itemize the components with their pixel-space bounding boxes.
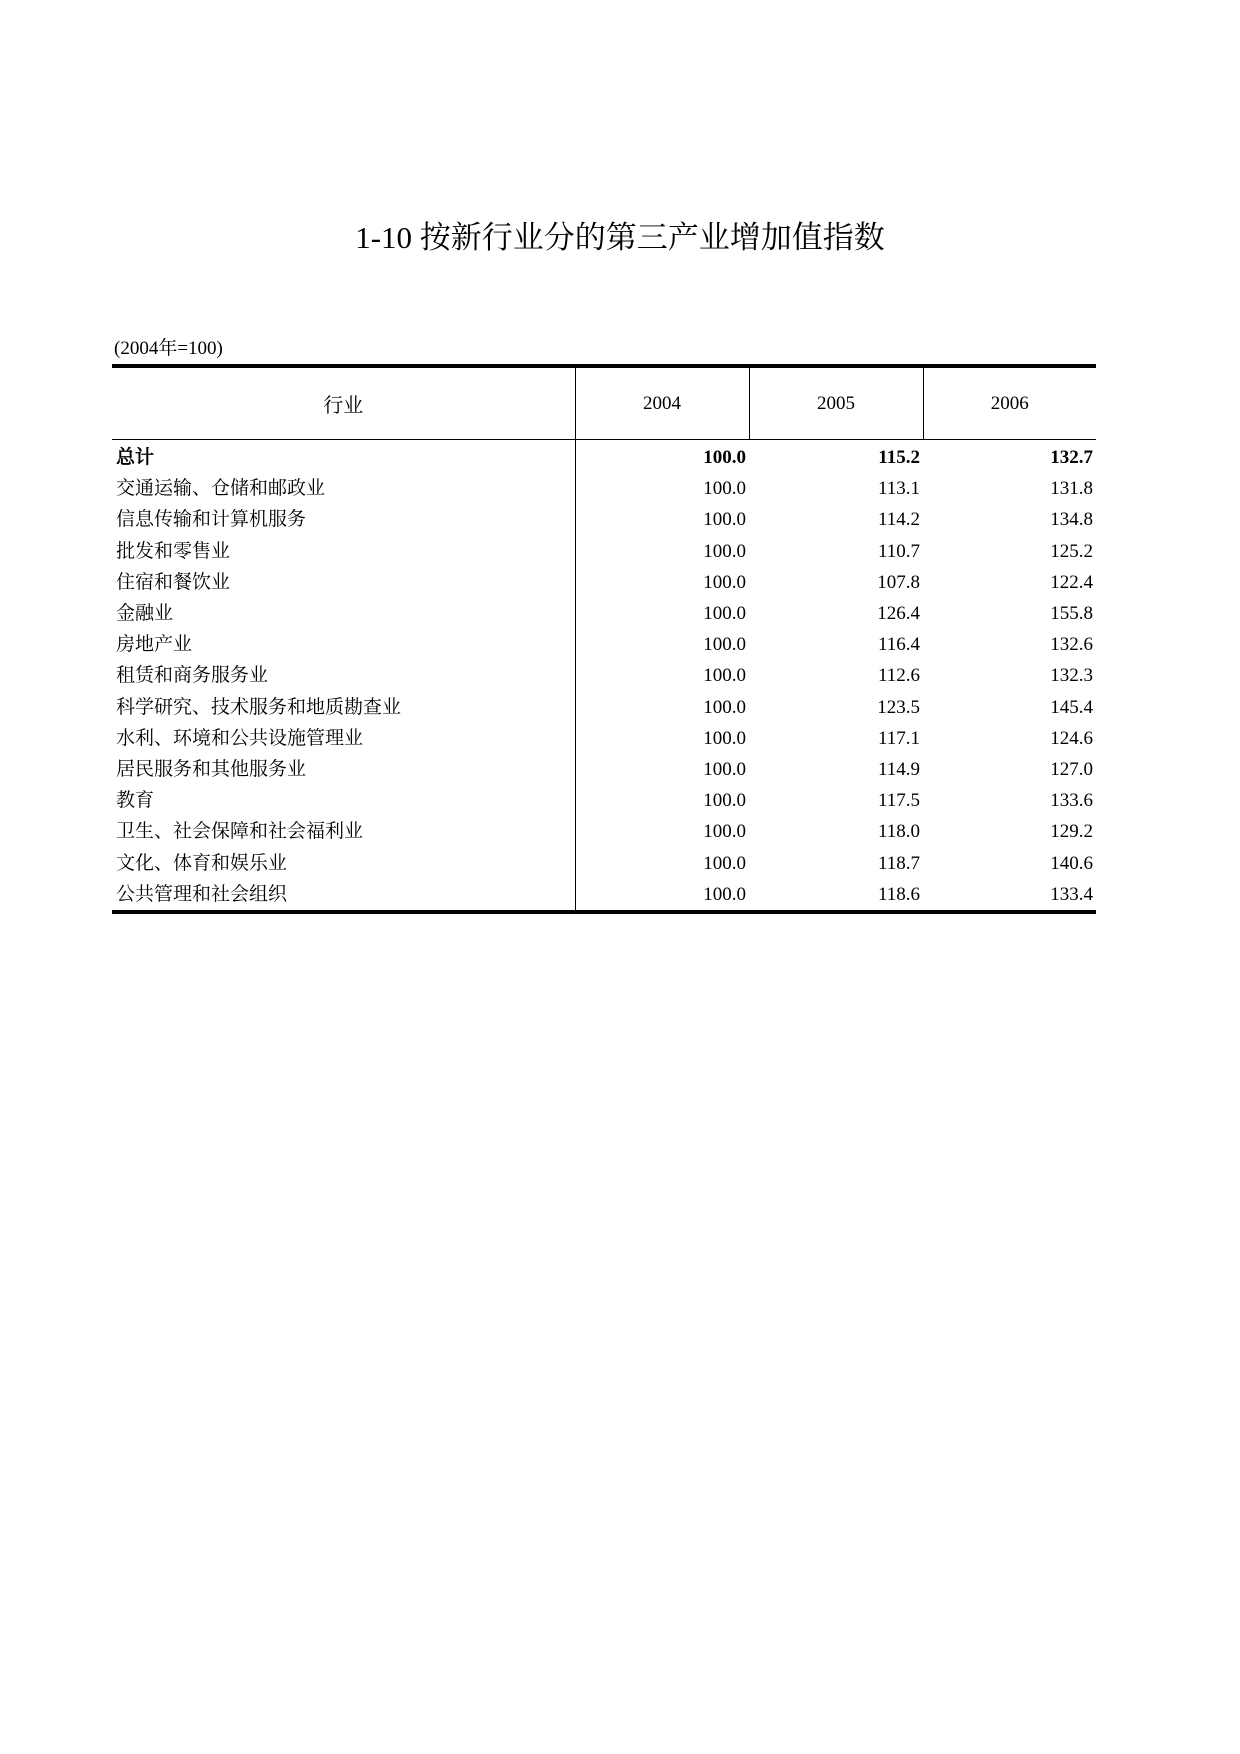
row-name: 房地产业 xyxy=(112,629,575,660)
value-2006: 124.6 xyxy=(1050,727,1093,749)
row-name: 教育 xyxy=(112,785,575,816)
header-2006: 2006 xyxy=(923,366,1096,440)
value-2004: 100.0 xyxy=(703,634,746,656)
table-body xyxy=(112,440,1096,912)
table-row xyxy=(112,785,1096,816)
value-2004: 100.0 xyxy=(703,727,746,749)
table-row xyxy=(112,816,1096,847)
value-2006: 155.8 xyxy=(1050,603,1093,625)
index-table-container xyxy=(112,364,1096,914)
value-2004: 100.0 xyxy=(703,821,746,843)
value-2005: 117.5 xyxy=(877,790,920,812)
value-2004: 100.0 xyxy=(703,603,746,625)
header-2004: 2004 xyxy=(575,366,749,440)
value-2005: 115.2 xyxy=(878,447,920,469)
row-name: 总计 xyxy=(112,440,575,474)
unit-note: (2004年=100) xyxy=(114,338,223,359)
value-2005: 118.0 xyxy=(877,821,920,843)
value-2006: 129.2 xyxy=(1050,821,1093,843)
value-2005: 117.1 xyxy=(877,727,920,749)
value-2005: 116.4 xyxy=(877,634,920,656)
value-2006: 140.6 xyxy=(1050,852,1093,874)
row-name: 科学研究、技术服务和地质勘查业 xyxy=(112,692,575,723)
value-2006: 132.6 xyxy=(1050,634,1093,656)
row-name: 金融业 xyxy=(112,598,575,629)
value-2006: 125.2 xyxy=(1050,540,1093,562)
value-2006: 132.7 xyxy=(1050,447,1093,469)
row-name: 卫生、社会保障和社会福利业 xyxy=(112,816,575,847)
value-2006: 133.4 xyxy=(923,879,1096,912)
header-2005: 2005 xyxy=(749,366,923,440)
value-2004: 100.0 xyxy=(703,852,746,874)
table-row xyxy=(112,536,1096,567)
value-2006: 132.3 xyxy=(1050,665,1093,687)
value-2006: 133.6 xyxy=(1050,790,1093,812)
value-2006: 145.4 xyxy=(1050,696,1093,718)
row-name: 水利、环境和公共设施管理业 xyxy=(112,723,575,754)
value-2004: 100.0 xyxy=(703,696,746,718)
value-2005: 118.7 xyxy=(877,852,920,874)
row-name: 公共管理和社会组织 xyxy=(112,879,575,912)
row-name: 住宿和餐饮业 xyxy=(112,567,575,598)
table-row xyxy=(112,754,1096,785)
header-industry: 行业 xyxy=(112,366,575,440)
value-2005: 123.5 xyxy=(877,696,920,718)
value-2004: 100.0 xyxy=(703,790,746,812)
value-2005: 110.7 xyxy=(877,540,920,562)
table-header-row xyxy=(112,366,1096,440)
value-2005: 107.8 xyxy=(877,571,920,593)
value-2004: 100.0 xyxy=(575,879,749,912)
table-row xyxy=(112,879,1096,912)
row-name: 交通运输、仓储和邮政业 xyxy=(112,473,575,504)
table-row xyxy=(112,629,1096,660)
value-2005: 113.1 xyxy=(877,478,920,500)
value-2004: 100.0 xyxy=(703,478,746,500)
value-2005: 118.6 xyxy=(749,879,923,912)
page-title: 1-10 按新行业分的第三产业增加值指数 xyxy=(355,220,885,255)
table-row xyxy=(112,723,1096,754)
row-name: 批发和零售业 xyxy=(112,536,575,567)
row-name: 居民服务和其他服务业 xyxy=(112,754,575,785)
value-2005: 114.2 xyxy=(877,509,920,531)
value-2004: 100.0 xyxy=(703,758,746,780)
row-name: 文化、体育和娱乐业 xyxy=(112,847,575,878)
value-2006: 131.8 xyxy=(1050,478,1093,500)
value-2005: 112.6 xyxy=(877,665,920,687)
table-row xyxy=(112,504,1096,535)
value-2004: 100.0 xyxy=(703,571,746,593)
value-2004: 100.0 xyxy=(703,540,746,562)
index-table xyxy=(112,364,1096,914)
table-row xyxy=(112,473,1096,504)
table-row xyxy=(112,692,1096,723)
value-2005: 126.4 xyxy=(877,603,920,625)
value-2004: 100.0 xyxy=(703,447,746,469)
row-name: 租赁和商务服务业 xyxy=(112,660,575,691)
value-2006: 122.4 xyxy=(1050,571,1093,593)
value-2006: 127.0 xyxy=(1050,758,1093,780)
value-2005: 114.9 xyxy=(877,758,920,780)
table-row-total xyxy=(112,440,1096,474)
table-row xyxy=(112,660,1096,691)
row-name: 信息传输和计算机服务 xyxy=(112,504,575,535)
table-row xyxy=(112,598,1096,629)
value-2006: 134.8 xyxy=(1050,509,1093,531)
table-row xyxy=(112,847,1096,878)
table-row xyxy=(112,567,1096,598)
value-2004: 100.0 xyxy=(703,509,746,531)
value-2004: 100.0 xyxy=(703,665,746,687)
